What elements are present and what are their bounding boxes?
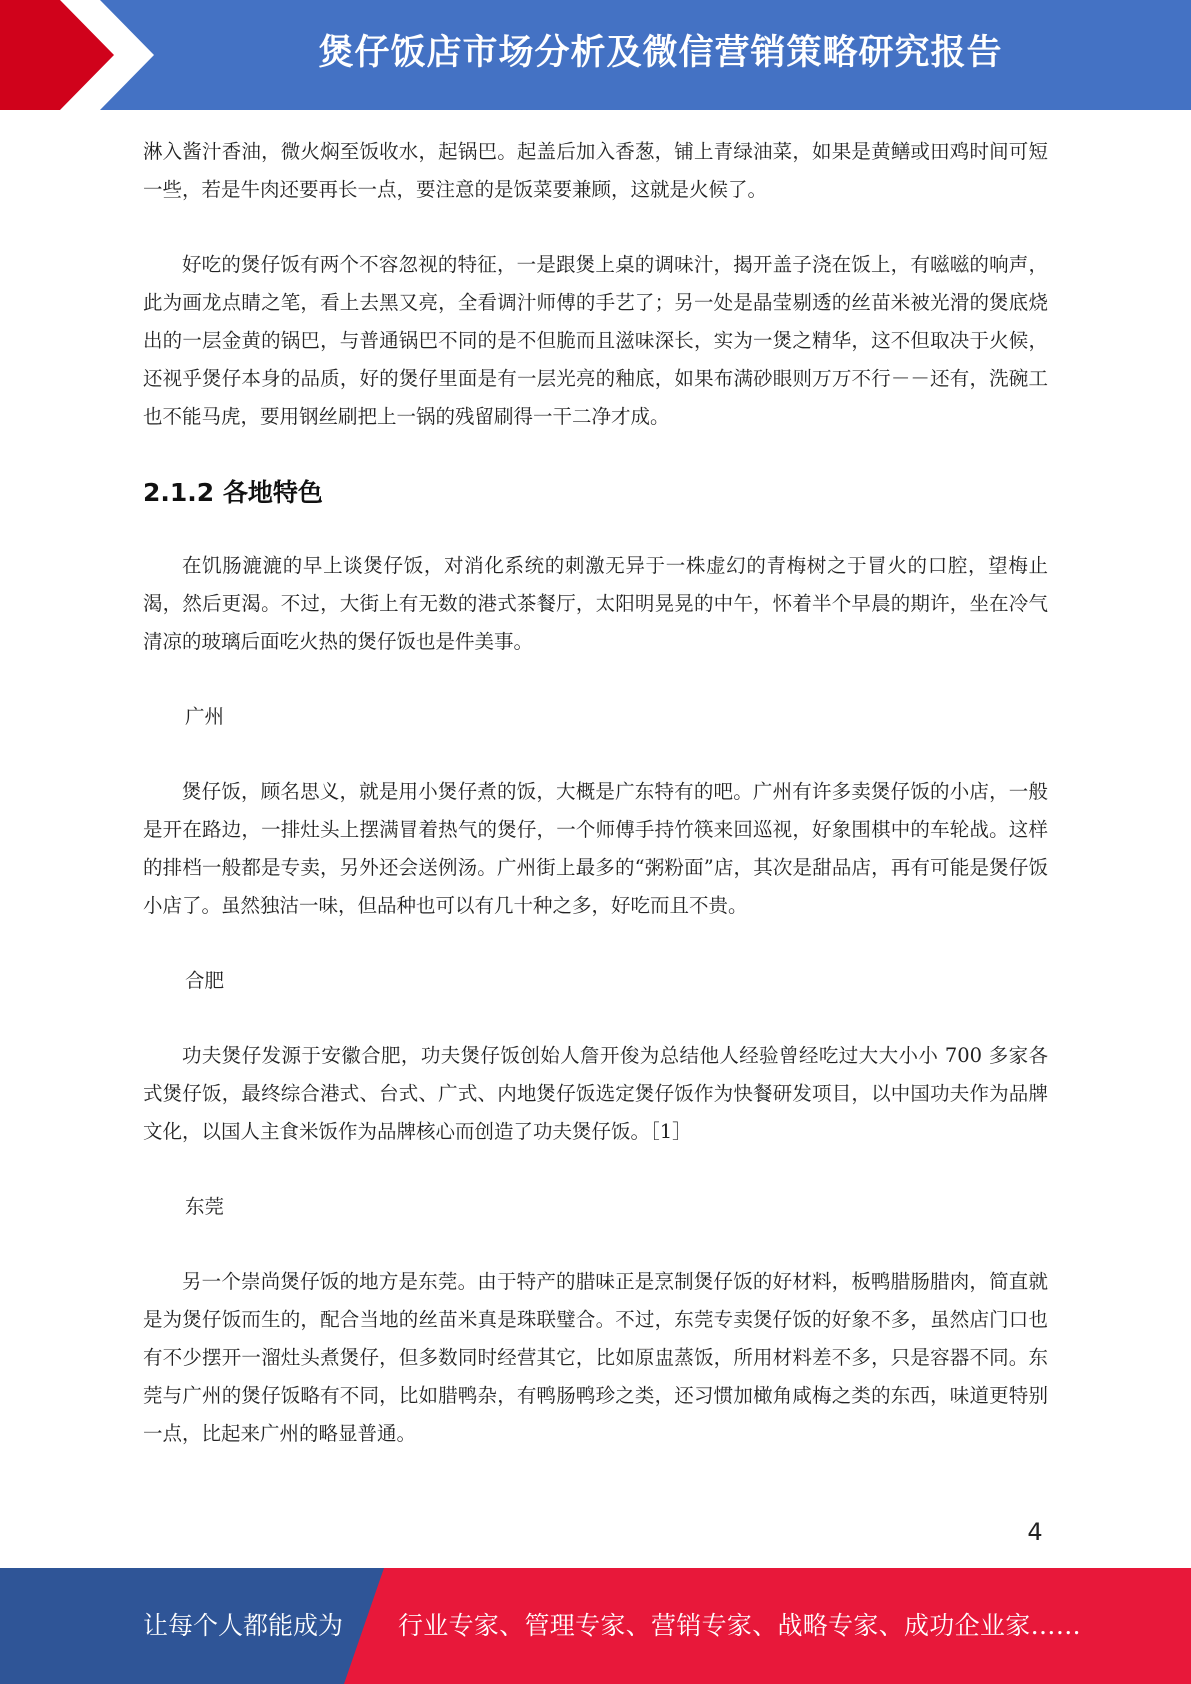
place-label-hefei: 合肥 [185,969,225,992]
paragraph-dongguan: 另一个崇尚煲仔饭的地方是东莞。由于特产的腊味正是烹制煲仔饭的好材料，板鸭腊肠腊肉，简直就是为煲仔饭而生的，配合当地的丝苗米真是珠联璧合。不过，东莞专卖煲仔饭的好象不多，虽然店门口也有不少摆开一溜灶头煮煲仔，但多数同时经营其它，比如原盅蒸饭，所用材料差不多，只是容器不同。东莞与广州的煲仔饭略有不同，比如腊鸭杂，有鸭肠鸭珍之类，还习惯加橄角咸梅之类的东西，味道更特别一点，比起来广州的略显普通。 [143,1270,1048,1445]
footer-slogan-right: 行业专家、管理专家、营销专家、战略专家、成功企业家…… [398,1611,1082,1640]
paragraph-intro: 在饥肠漉漉的早上谈煲仔饭，对消化系统的刺激无异于一株虚幻的青梅树之于冒火的口腔，望梅止渴，然后更渴。不过，大街上有无数的港式茶餐厅，太阳明晃晃的中午，怀着半个早晨的期许，坐在冷气清凉的玻璃后面吃火热的煲仔饭也是件美事。 [143,554,1048,653]
paragraph-hefei: 功夫煲仔发源于安徽合肥，功夫煲仔饭创始人詹开俊为总结他人经验曾经吃过大大小小 700 多家各式煲仔饭，最终综合港式、台式、广式、内地煲仔饭选定煲仔饭作为快餐研发项目，以中国功夫作为品牌文化，以国人主食米饭作为品牌核心而创造了功夫煲仔饭。［1］ [143,1044,1048,1143]
place-label-dongguan: 东莞 [185,1195,225,1218]
report-title: 煲仔饭店市场分析及微信营销策略研究报告 [318,33,1003,73]
red-arrow-icon [0,0,170,110]
page-number: 4 [1027,1518,1043,1546]
footer-slogan-left: 让每个人都能成为 [143,1611,344,1640]
page-footer [0,1568,1191,1684]
paragraph-features: 好吃的煲仔饭有两个不容忽视的特征，一是跟煲上桌的调味汁，揭开盖子浇在饭上，有嗞嗞的响声，此为画龙点睛之笔，看上去黑又亮，全看调汁师傅的手艺了；另一处是晶莹剔透的丝苗米被光滑的煲底烧出的一层金黄的锅巴，与普通锅巴不同的是不但脆而且滋味深长，实为一煲之精华，这不但取决于火候，还视乎煲仔本身的品质，好的煲仔里面是有一层光亮的釉底，如果布满砂眼则万万不行－－还有，洗碗工也不能马虎，要用钢丝刷把上一锅的残留刷得一干二净才成。 [143,253,1048,428]
paragraph-guangzhou: 煲仔饭，顾名思义，就是用小煲仔煮的饭，大概是广东特有的吧。广州有许多卖煲仔饭的小店，一般是开在路边，一排灶头上摆满冒着热气的煲仔，一个师傅手持竹筷来回巡视，好象围棋中的车轮战。这样的排档一般都是专卖，另外还会送例汤。广州街上最多的“粥粉面”店，其次是甜品店，再有可能是煲仔饭小店了。虽然独沽一味，但品种也可以有几十种之多，好吃而且不贵。 [143,780,1048,917]
place-label-guangzhou: 广州 [185,705,225,728]
section-heading: 2.1.2 各地特色 [143,478,323,507]
paragraph-cooking-heat: 淋入酱汁香油，微火焖至饭收水，起锅巴。起盖后加入香葱，铺上青绿油菜，如果是黄鳝或田鸡时间可短一些，若是牛肉还要再长一点，要注意的是饭菜要兼顾，这就是火候了。 [143,140,1048,201]
page-header [0,0,1191,110]
page-body [143,133,1048,1490]
